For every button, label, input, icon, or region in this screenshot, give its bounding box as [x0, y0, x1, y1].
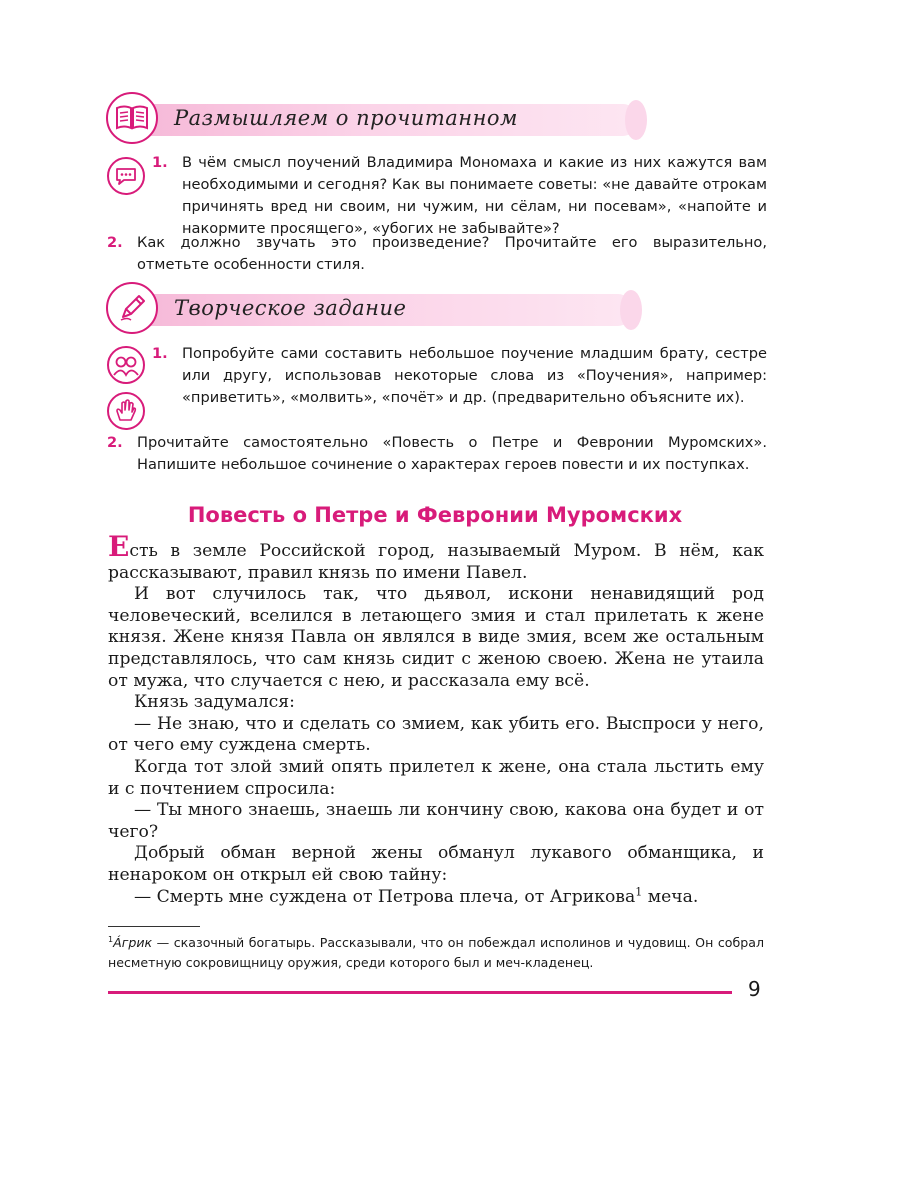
footnote	[108, 930, 764, 973]
task-number: 1.	[152, 345, 168, 362]
task-text: Попробуйте сами составить небольшое поучение младшим брату, сестре или другу, использовав некоторые слова из «Поучения», например: «приветить», «молвить», «почёт» и др. (предварительно объясните их).	[182, 345, 767, 406]
story-paragraph: И вот случилось так, что дьявол, искони ненавидящий род человеческий, вселился в летающего змия и стал прилетать к жене князя. Жене князя Павла он являлся в виде змия, всем же остальным представлялось, что сам князь сидит с женою своею. Жена не утаила от мужа, что случается с нею, и рассказала ему всё.	[108, 584, 764, 691]
footnote-term: Áгрик	[113, 935, 153, 951]
footnote-text: — сказочный богатырь. Рассказывали, что он побеждал исполинов и чудовищ. Он собрал несметную сокровищницу оружия, среди которого был и меч-кладенец.	[108, 935, 764, 971]
pencil-icon	[106, 282, 158, 334]
story-paragraph: Добрый обман верной жены обманул лукавого обманщика, и ненароком он открыл ей свою тайну:	[108, 843, 764, 885]
task-number: 2.	[107, 234, 123, 251]
task-number: 1.	[152, 154, 168, 171]
story-paragraph: Есть в земле Российской город, называемый Муром. В нём, как рассказывают, правил князь по имени Павел.	[108, 530, 764, 583]
story-paragraph: — Не знаю, что и сделать со змием, как убить его. Выспроси у него, от чего ему суждена смерть.	[108, 713, 764, 756]
story-title: Повесть о Петре и Февронии Муромских	[187, 503, 683, 527]
story-paragraph: Князь задумался:	[134, 692, 295, 713]
task-item	[107, 432, 767, 476]
task-item	[107, 232, 767, 276]
story-text	[108, 530, 764, 908]
book-icon	[106, 92, 158, 144]
section-title: Творческое задание	[174, 296, 407, 320]
story-paragraph: Когда тот злой змий опять прилетел к жене, она стала льстить ему и с почтением спросила:	[108, 756, 764, 799]
story-paragraph: — Ты много знаешь, знаешь ли кончину свою, какова она будет и от чего?	[108, 800, 764, 842]
task-item	[107, 343, 767, 409]
task-text: В чём смысл поучений Владимира Мономаха и какие из них кажутся вам необходимыми и сегодня? Как вы понимаете советы: «не давайте отрокам причинять вред ни своим, ни чужим, ни сёлам, ни посевам», «напойте и накормите просящего», «убогих не забывайте»?	[182, 154, 767, 237]
drop-cap: Е	[108, 530, 130, 563]
task-item	[107, 152, 767, 240]
footnote-ref: 1	[635, 884, 643, 898]
footnote-mark: 1	[108, 935, 114, 944]
story-paragraph: — Смерть мне суждена от Петрова плеча, от Агрикова$^1$ меча.	[134, 884, 699, 907]
footnote-divider	[108, 926, 200, 927]
section-title: Размышляем о прочитанном	[174, 106, 518, 130]
bottom-divider	[108, 991, 732, 994]
page-number: 9	[748, 977, 761, 1001]
task-text: Прочитайте самостоятельно «Повесть о Петре и Февронии Муромских». Напишите небольшое сочинение о характерах героев повести и их поступках.	[137, 434, 767, 473]
task-number: 2.	[107, 434, 123, 451]
task-text: Как должно звучать это произведение? Прочитайте его выразительно, отметьте особенности стиля.	[137, 234, 767, 273]
